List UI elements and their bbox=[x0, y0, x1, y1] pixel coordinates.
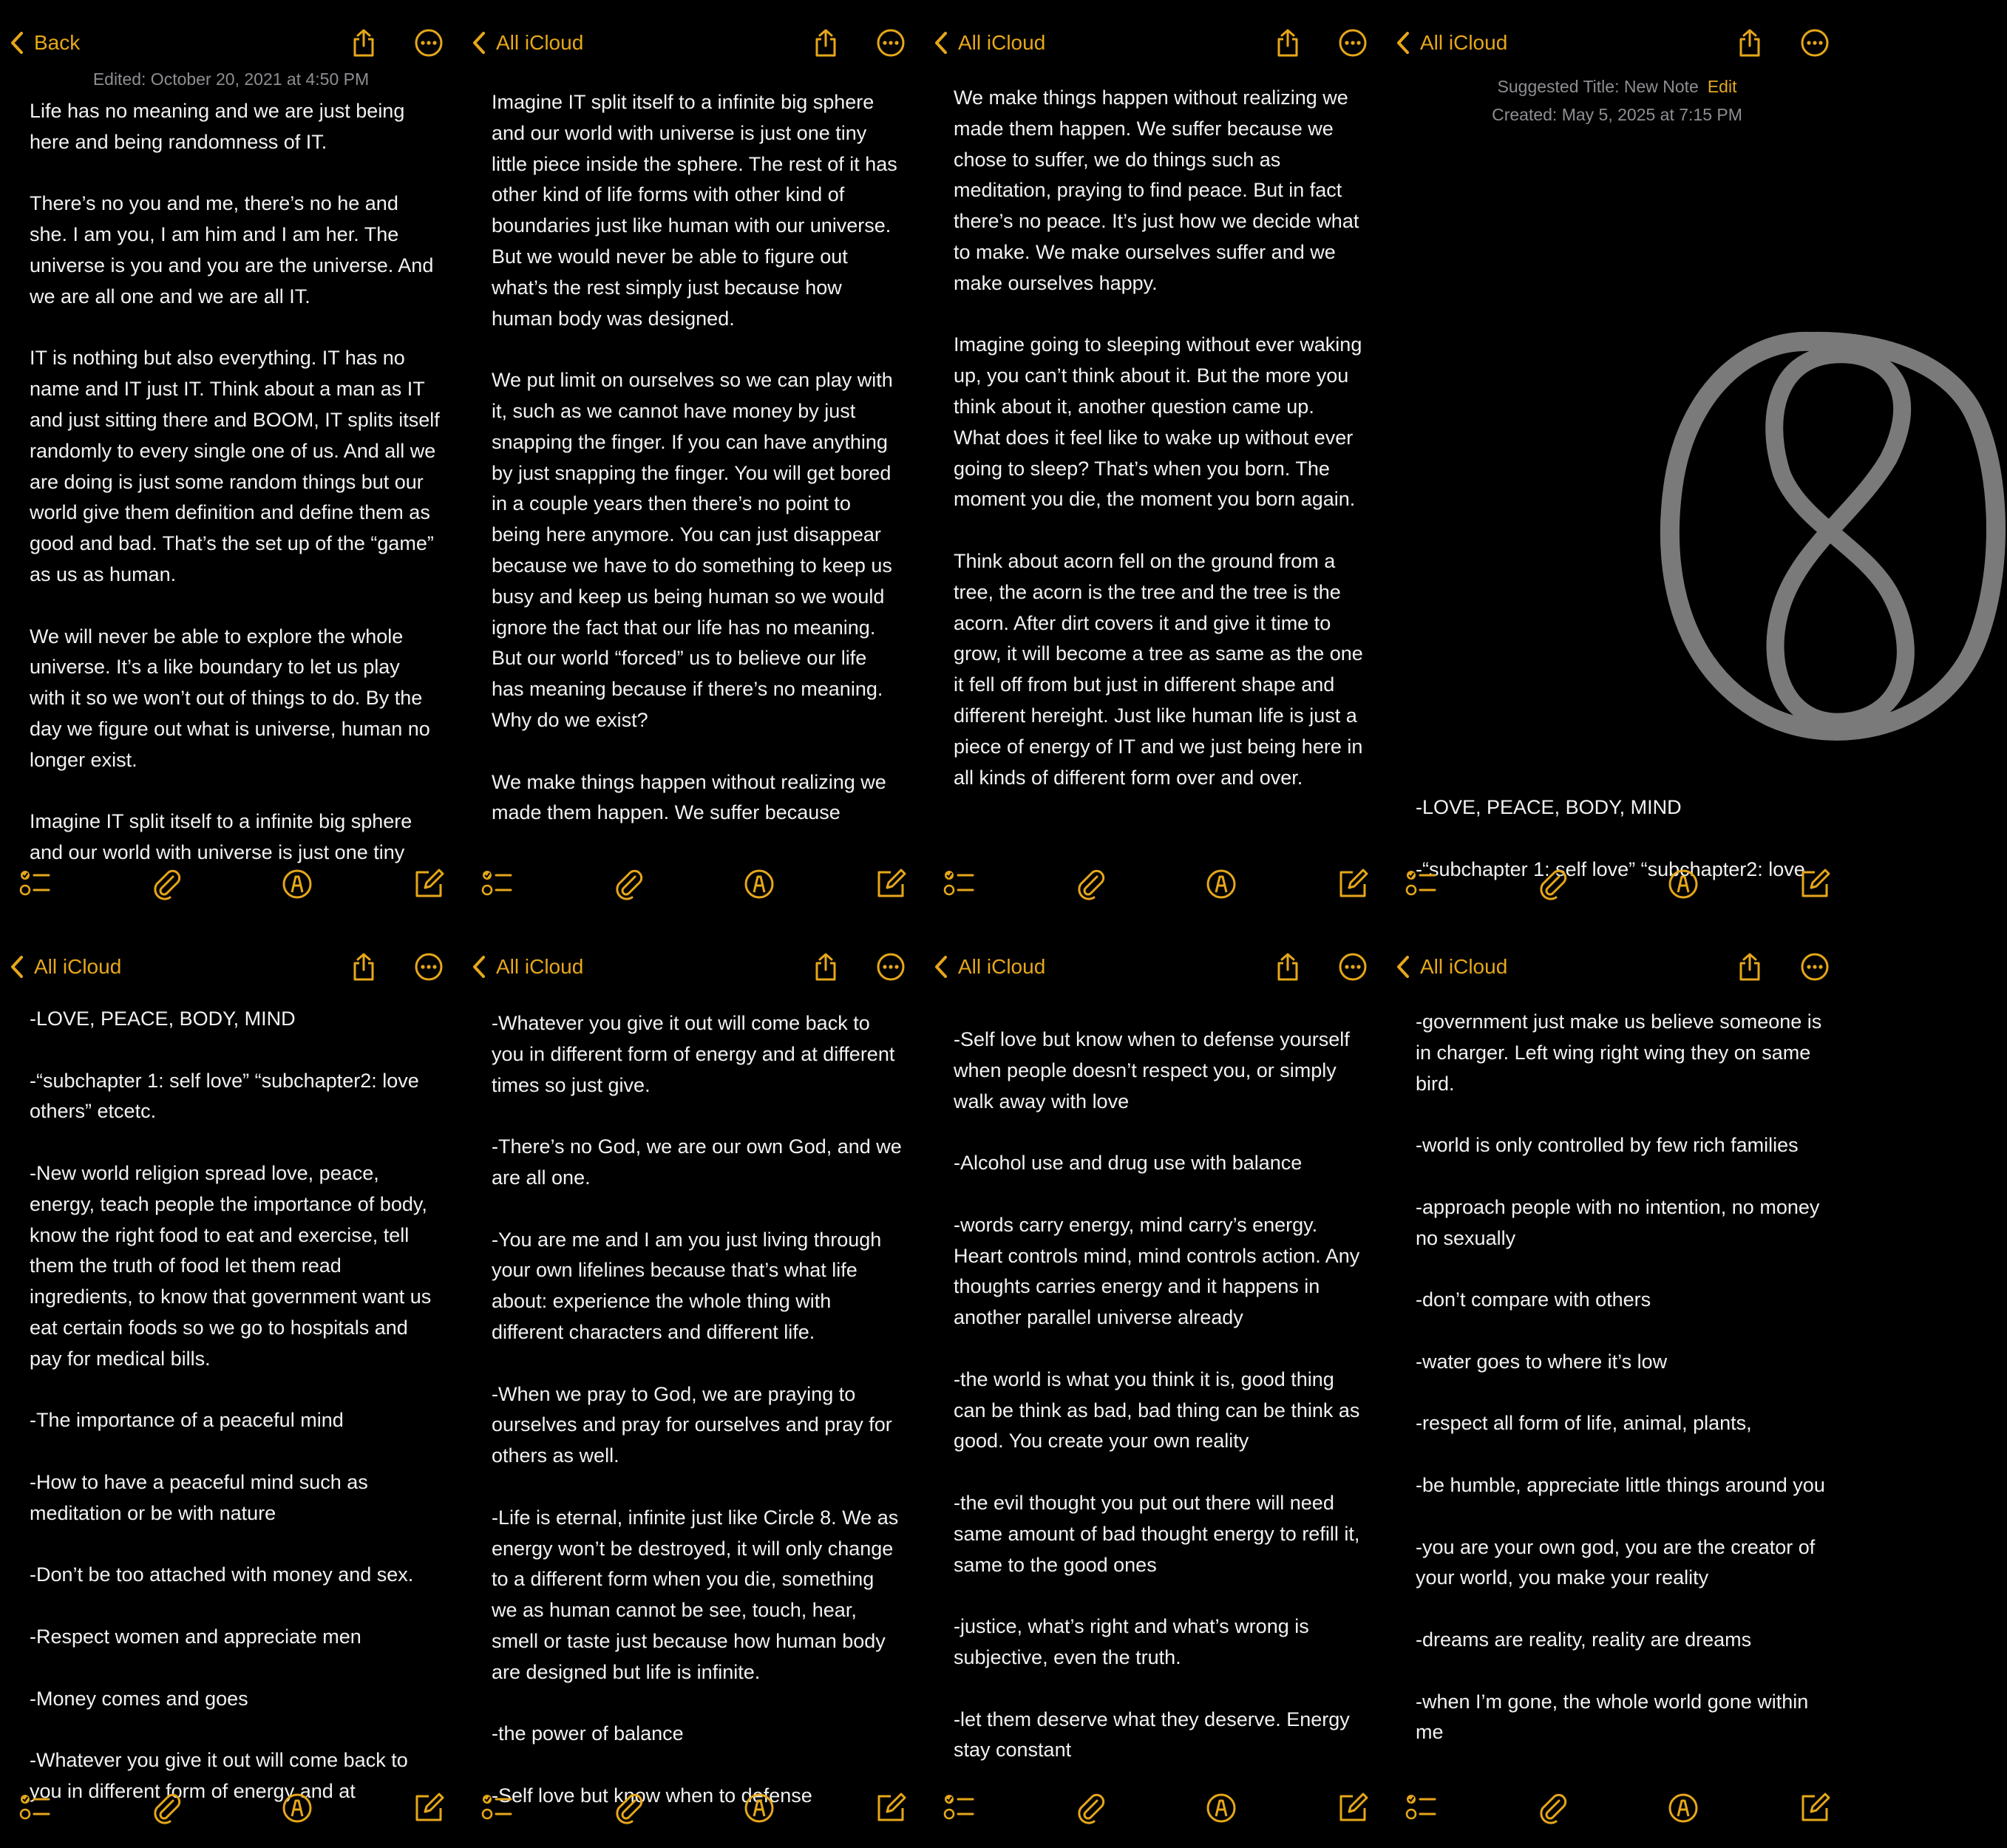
nav-bar bbox=[1386, 0, 1848, 86]
note-body[interactable] bbox=[492, 1008, 908, 1807]
paragraph: -justice, what’s right and what’s wrong is subjective, even the truth. bbox=[954, 1615, 1315, 1668]
ellipsis-circle-icon[interactable] bbox=[1338, 28, 1368, 58]
paragraph: -Money comes and goes bbox=[30, 1687, 248, 1710]
markup-pen-icon[interactable] bbox=[281, 1792, 313, 1824]
paragraph: -Self love but know when to defense yourself when people doesn’t respect you, or simply walk away with love bbox=[954, 1028, 1356, 1112]
share-icon[interactable] bbox=[349, 28, 378, 58]
paragraph: -There’s no God, we are our own God, and we are all one. bbox=[492, 1135, 908, 1189]
suggested-title: Suggested Title: New Note bbox=[1497, 77, 1699, 96]
note-body[interactable] bbox=[1416, 1007, 1826, 1776]
chevron-left-icon bbox=[933, 31, 949, 55]
paragraph: -Life is eternal, infinite just like Circle 8. We as energy won’t be destroyed, it will only change to a different form when you die, something we as human cannot be see, touch, hear, smell or taste just because how human body are designed but life is infinite. bbox=[492, 1506, 904, 1683]
markup-pen-icon[interactable] bbox=[1667, 1792, 1699, 1824]
ellipsis-circle-icon[interactable] bbox=[1338, 952, 1368, 982]
note-body[interactable] bbox=[954, 1025, 1364, 1793]
paperclip-icon[interactable] bbox=[1075, 868, 1107, 900]
note-panel-3 bbox=[924, 0, 1386, 924]
bottom-toolbar bbox=[924, 857, 1386, 924]
markup-pen-icon[interactable] bbox=[1205, 1792, 1237, 1824]
compose-icon[interactable] bbox=[1799, 868, 1831, 900]
share-icon[interactable] bbox=[811, 952, 841, 982]
paragraph: -government just make us believe someone is in charger. Left wing right wing they on same bird. bbox=[1416, 1010, 1827, 1095]
checklist-icon[interactable] bbox=[1405, 1792, 1438, 1824]
paragraph: -the evil thought you put out there will need same amount of bad thought energy to refill it, same to the good ones bbox=[954, 1491, 1365, 1576]
compose-icon[interactable] bbox=[412, 868, 445, 900]
back-label: All iCloud bbox=[1420, 31, 1508, 54]
back-button[interactable] bbox=[1395, 28, 1507, 58]
paragraph: -the power of balance bbox=[492, 1722, 684, 1745]
compose-icon[interactable] bbox=[875, 1792, 907, 1824]
edit-title-button[interactable]: Edit bbox=[1707, 77, 1737, 96]
paragraph: -LOVE, PEACE, BODY, MIND bbox=[30, 1008, 296, 1030]
chevron-left-icon bbox=[933, 955, 949, 979]
paragraph: -respect all form of life, animal, plants, bbox=[1416, 1412, 1752, 1435]
paragraph: -How to have a peaceful mind such as meditation or be with nature bbox=[30, 1470, 374, 1524]
ellipsis-circle-icon[interactable] bbox=[1800, 28, 1830, 58]
ellipsis-circle-icon[interactable] bbox=[414, 28, 444, 58]
markup-pen-icon[interactable] bbox=[743, 868, 775, 900]
back-button[interactable] bbox=[1395, 952, 1507, 982]
back-label: All iCloud bbox=[1420, 955, 1508, 978]
nav-bar bbox=[924, 924, 1386, 1010]
share-icon[interactable] bbox=[811, 28, 841, 58]
share-icon[interactable] bbox=[1735, 28, 1765, 58]
bottom-toolbar bbox=[0, 1781, 462, 1848]
note-body[interactable] bbox=[30, 1004, 440, 1802]
note-panel-2 bbox=[462, 0, 924, 924]
compose-icon[interactable] bbox=[1337, 868, 1369, 900]
paragraph: Life has no meaning and we are just being here and being randomness of IT. bbox=[30, 100, 410, 153]
note-body[interactable] bbox=[1416, 792, 1826, 880]
paragraph: Think about acorn fell on the ground from a tree, the acorn is the tree and the tree is the acorn. After dirt covers it and give it time to grow, it will become a tree as same as the one it fell off from but just in different shape and different hereight. Just like human life is just a piece of energy of IT and we just being here in all kinds of different form over and over. bbox=[954, 549, 1369, 789]
paperclip-icon[interactable] bbox=[151, 1792, 183, 1824]
nav-bar bbox=[0, 924, 462, 1010]
back-label: All iCloud bbox=[496, 31, 584, 54]
back-button[interactable] bbox=[933, 952, 1045, 982]
paragraph: -Alcohol use and drug use with balance bbox=[954, 1152, 1303, 1175]
paragraph: We make things happen without realizing we made them happen. We suffer because we chose to suffer, we do things such as meditation, praying to find peace. But in fact there’s no peace. It’s just how we decide what to make. We make ourselves suffer and we make ourselves happy. bbox=[954, 86, 1365, 294]
paragraph: -approach people with no intention, no money no sexually bbox=[1416, 1195, 1825, 1249]
paragraph: -Respect women and appreciate men bbox=[30, 1625, 361, 1648]
created-date: Created: May 5, 2025 at 7:15 PM bbox=[1492, 105, 1742, 124]
paragraph: -Don’t be too attached with money and sex. bbox=[30, 1563, 414, 1586]
checklist-icon[interactable] bbox=[943, 868, 976, 900]
markup-pen-icon[interactable] bbox=[281, 868, 313, 900]
paragraph: -LOVE, PEACE, BODY, MIND bbox=[1416, 796, 1682, 818]
bottom-toolbar bbox=[0, 857, 462, 924]
paragraph: -world is only controlled by few rich families bbox=[1416, 1134, 1799, 1157]
paragraph: -don’t compare with others bbox=[1416, 1288, 1651, 1311]
paperclip-icon[interactable] bbox=[613, 868, 645, 900]
paperclip-icon[interactable] bbox=[151, 868, 183, 900]
bottom-toolbar bbox=[462, 857, 924, 924]
back-label: All iCloud bbox=[958, 955, 1046, 978]
note-panel-4 bbox=[1386, 0, 1848, 924]
bottom-toolbar bbox=[1386, 1781, 1848, 1848]
back-button[interactable] bbox=[9, 28, 80, 58]
checklist-icon[interactable] bbox=[1405, 868, 1438, 900]
paragraph: -be humble, appreciate little things around you bbox=[1416, 1473, 1825, 1496]
paragraph: Imagine IT split itself to a infinite big sphere and our world with universe is just one tiny little piece inside the sphere. The rest of it has other kind of life forms with other kind of boundaries just like human with our universe. But we would never be able to figure out what’s the rest simply just because how human body was designed. bbox=[492, 91, 903, 330]
back-label: All iCloud bbox=[34, 955, 122, 978]
back-button[interactable] bbox=[9, 952, 121, 982]
paragraph: -when I’m gone, the whole world gone within me bbox=[1416, 1690, 1814, 1744]
checklist-icon[interactable] bbox=[19, 1792, 52, 1824]
chevron-left-icon bbox=[1395, 31, 1411, 55]
note-body[interactable] bbox=[954, 83, 1369, 852]
note-panel-6 bbox=[462, 924, 924, 1848]
paragraph: IT is nothing but also everything. IT has no name and IT just IT. Think about a man as IT and just sitting there and BOOM, IT splits itself randomly to every single one of us. And all we are doing is just some random things but our world give them definition and define them as good and bad. That’s the set up of the “game” as us as human. bbox=[30, 347, 446, 585]
paragraph: We make things happen without realizing we made them happen. We suffer because bbox=[492, 770, 892, 824]
suggested-title-row bbox=[1386, 77, 1848, 97]
paperclip-icon[interactable] bbox=[1537, 1792, 1569, 1824]
markup-pen-icon[interactable] bbox=[1667, 868, 1699, 900]
checklist-icon[interactable] bbox=[943, 1792, 976, 1824]
chevron-left-icon bbox=[471, 955, 487, 979]
paragraph: -you are your own god, you are the creator of your world, you make your reality bbox=[1416, 1535, 1821, 1589]
paragraph: -the world is what you think it is, good thing can be think as bad, bad thing can be think as good. You create your own reality bbox=[954, 1368, 1365, 1453]
share-icon[interactable] bbox=[1273, 952, 1303, 982]
note-panel-1 bbox=[0, 0, 462, 924]
compose-icon[interactable] bbox=[412, 1792, 445, 1824]
paragraph: -New world religion spread love, peace, energy, teach people the importance of body, know the right food to eat and exercise, tell them the truth of food let them read ingredients, to know that government want us eat certain foods so we go to hospitals and pay for medical bills. bbox=[30, 1161, 437, 1370]
bottom-toolbar bbox=[1386, 857, 1848, 924]
share-icon[interactable] bbox=[349, 952, 378, 982]
checklist-icon[interactable] bbox=[481, 868, 514, 900]
note-body[interactable] bbox=[492, 87, 902, 856]
chevron-left-icon bbox=[9, 955, 25, 979]
note-panel-7 bbox=[924, 924, 1386, 1848]
paragraph: -water goes to where it’s low bbox=[1416, 1350, 1668, 1373]
ellipsis-circle-icon[interactable] bbox=[876, 28, 906, 58]
paragraph: We will never be able to explore the whole universe. It’s a like boundary to let us play with it so we won’t out of things to do. By the day we figure out what is universe, human no longer exist. bbox=[30, 625, 436, 771]
paragraph: Imagine going to sleeping without ever waking up, you can’t think about it. But the more you think about it, another question came up. What does it feel like to wake up without ever going to sleep? That’s when you born. The moment you die, the moment you born again. bbox=[954, 333, 1368, 511]
bottom-toolbar bbox=[462, 1781, 924, 1848]
note-panel-8 bbox=[1386, 924, 1848, 1848]
nav-bar bbox=[924, 0, 1386, 86]
back-button[interactable] bbox=[933, 28, 1045, 58]
markup-pen-icon[interactable] bbox=[743, 1792, 775, 1824]
paragraph: -You are me and I am you just living through your own lifelines because that’s what life about: experience the whole thing with different characters and different life. bbox=[492, 1228, 887, 1343]
back-label: Back bbox=[34, 31, 81, 54]
markup-pen-icon[interactable] bbox=[1205, 868, 1237, 900]
hand-drawn-sketch[interactable] bbox=[1652, 325, 2007, 747]
compose-icon[interactable] bbox=[1337, 1792, 1369, 1824]
ellipsis-circle-icon[interactable] bbox=[1800, 952, 1830, 982]
ellipsis-circle-icon[interactable] bbox=[876, 952, 906, 982]
chevron-left-icon bbox=[1395, 955, 1411, 979]
nav-bar bbox=[462, 0, 924, 86]
sketch-figure-eight-stroke bbox=[1774, 354, 1906, 721]
paragraph: -Whatever you give it out will come back to you in different form of energy and at bbox=[30, 1749, 414, 1802]
paragraph: -words carry energy, mind carry’s energy. Heart controls mind, mind controls action. Any thoughts carries energy and it happens in another parallel universe already bbox=[954, 1213, 1365, 1329]
compose-icon[interactable] bbox=[1799, 1792, 1831, 1824]
compose-icon[interactable] bbox=[875, 868, 907, 900]
paragraph: We put limit on ourselves so we can play with it, such as we cannot have money by just snapping the finger. If you can have anything by just snapping the finger. You will get bored in a couple years then there’s no point to being here anymore. You can just disappear because we have to do something to keep us busy and keep us being human so we would ignore the fact that our life has no meaning. But our world “forced” us to believe our life has meaning because if there’s no meaning. Why do we exist? bbox=[492, 369, 899, 731]
nav-bar bbox=[462, 924, 924, 1010]
chevron-left-icon bbox=[471, 31, 487, 55]
note-body[interactable] bbox=[30, 96, 446, 865]
nav-bar bbox=[1386, 924, 1848, 1010]
back-label: All iCloud bbox=[496, 955, 584, 978]
edited-date: Edited: October 20, 2021 at 4:50 PM bbox=[92, 69, 370, 89]
paperclip-icon[interactable] bbox=[613, 1792, 645, 1824]
checklist-icon[interactable] bbox=[481, 1792, 514, 1824]
paragraph: -The importance of a peaceful mind bbox=[30, 1409, 344, 1432]
ellipsis-circle-icon[interactable] bbox=[414, 952, 444, 982]
paragraph: Imagine IT split itself to a infinite big sphere and our world with universe is just one tiny bbox=[30, 810, 418, 864]
back-label: All iCloud bbox=[958, 31, 1046, 54]
back-button[interactable] bbox=[471, 28, 583, 58]
back-button[interactable] bbox=[471, 952, 583, 982]
paragraph: -Whatever you give it out will come back to you in different form of energy and at different times so just give. bbox=[492, 1012, 900, 1096]
checklist-icon[interactable] bbox=[19, 868, 52, 900]
bottom-toolbar bbox=[924, 1781, 1386, 1848]
share-icon[interactable] bbox=[1735, 952, 1765, 982]
note-panel-5 bbox=[0, 924, 462, 1848]
paragraph: -let them deserve what they deserve. Energy stay constant bbox=[954, 1708, 1356, 1762]
paragraph: -Self love but know when to defense bbox=[492, 1784, 812, 1807]
paperclip-icon[interactable] bbox=[1075, 1792, 1107, 1824]
chevron-left-icon bbox=[9, 31, 25, 55]
paragraph: There’s no you and me, there’s no he and she. I am you, I am him and I am her. The universe is you and you are the universe. And we are all one and we are all IT. bbox=[30, 192, 439, 308]
paragraph: -dreams are reality, reality are dreams bbox=[1416, 1628, 1752, 1651]
paragraph: -“subchapter 1: self love” “subchapter2: love others” etcetc. bbox=[30, 1069, 425, 1123]
paragraph: -“subchapter 1: self love” “subchapter2: love bbox=[1416, 857, 1805, 880]
paperclip-icon[interactable] bbox=[1537, 868, 1569, 900]
share-icon[interactable] bbox=[1273, 28, 1303, 58]
paragraph: -When we pray to God, we are praying to ourselves and pray for ourselves and pray for others as well. bbox=[492, 1382, 898, 1467]
